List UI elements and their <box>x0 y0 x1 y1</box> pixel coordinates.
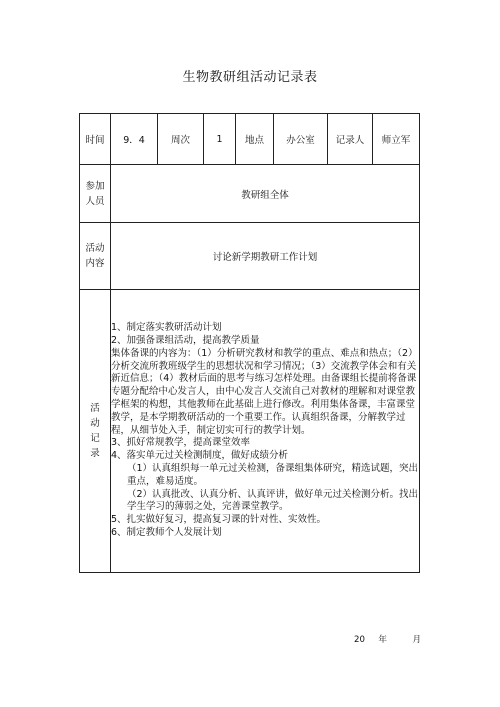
recorder-value: 师立军 <box>373 114 420 165</box>
participants-value: 教研组全体 <box>111 165 420 223</box>
participants-row <box>80 165 420 223</box>
place-label: 地点 <box>236 114 274 165</box>
date-year-label: 年 <box>378 635 388 645</box>
record-subitem: （2）认真批改、认真分析、认真评讲，做好单元过关检测分析。找出学生学习的薄弱之处，完善课堂教学。 <box>127 488 419 513</box>
record-row <box>80 290 420 573</box>
time-value: 9．4 <box>111 114 158 165</box>
week-value: 1 <box>204 114 236 165</box>
activity-record-table <box>79 113 420 573</box>
time-label: 时间 <box>80 114 111 165</box>
record-line: 5、扎实做好复习，提高复习课的针对性、实效性。 <box>111 514 327 526</box>
date-month-label: 月 <box>412 635 422 645</box>
place-value: 办公室 <box>274 114 328 165</box>
record-paragraph: 集体备课的内容为：（1）分析研究教材和教学的重点、难点和热点；（2）分析交流所教班级学生的思想状况和学习情况；（3）交流教学体会和有关新近信息；（4）教材后面的思考与练习怎样处理。由备课组长提前将备课专题分配给中心发言人，由中心发言人交流自己对教材的理解和对课堂教学框架的构想，其他教师在此基础上进行修改。利用集体备课，丰富课堂教学，是本学期教研活动的一个重要工作。认真组织备课，分解教学过程，从细节处入手，制定切实可行的教学计划。 <box>111 347 418 436</box>
date-year-prefix: 20 <box>354 635 365 645</box>
header-row <box>80 114 420 165</box>
record-line: 6、制定教师个人发展计划 <box>111 526 222 538</box>
recorder-label: 记录人 <box>328 114 373 165</box>
content-row <box>80 223 420 290</box>
record-subitem: （1）认真组织每一单元过关检测，备课组集体研究，精选试题，突出重点，难易适度。 <box>127 462 419 487</box>
record-label: 活 动 记 录 <box>80 290 111 573</box>
participants-label: 参加 人员 <box>80 165 111 223</box>
content-value: 讨论新学期教研工作计划 <box>111 223 420 290</box>
record-line: 4、落实单元过关检测制度，做好成绩分析 <box>111 450 289 462</box>
record-body <box>111 290 420 573</box>
week-label: 周次 <box>158 114 204 165</box>
record-line: 3、抓好常规教学，提高课堂效率 <box>111 437 251 449</box>
form-title: 生物教研组活动记录表 <box>182 70 318 85</box>
date-line <box>354 633 421 645</box>
record-line: 1、制定落实教研活动计划 <box>111 322 222 334</box>
content-label: 活动 内容 <box>80 223 111 290</box>
record-line: 2、加强备课组活动，提高教学质量 <box>111 335 260 347</box>
